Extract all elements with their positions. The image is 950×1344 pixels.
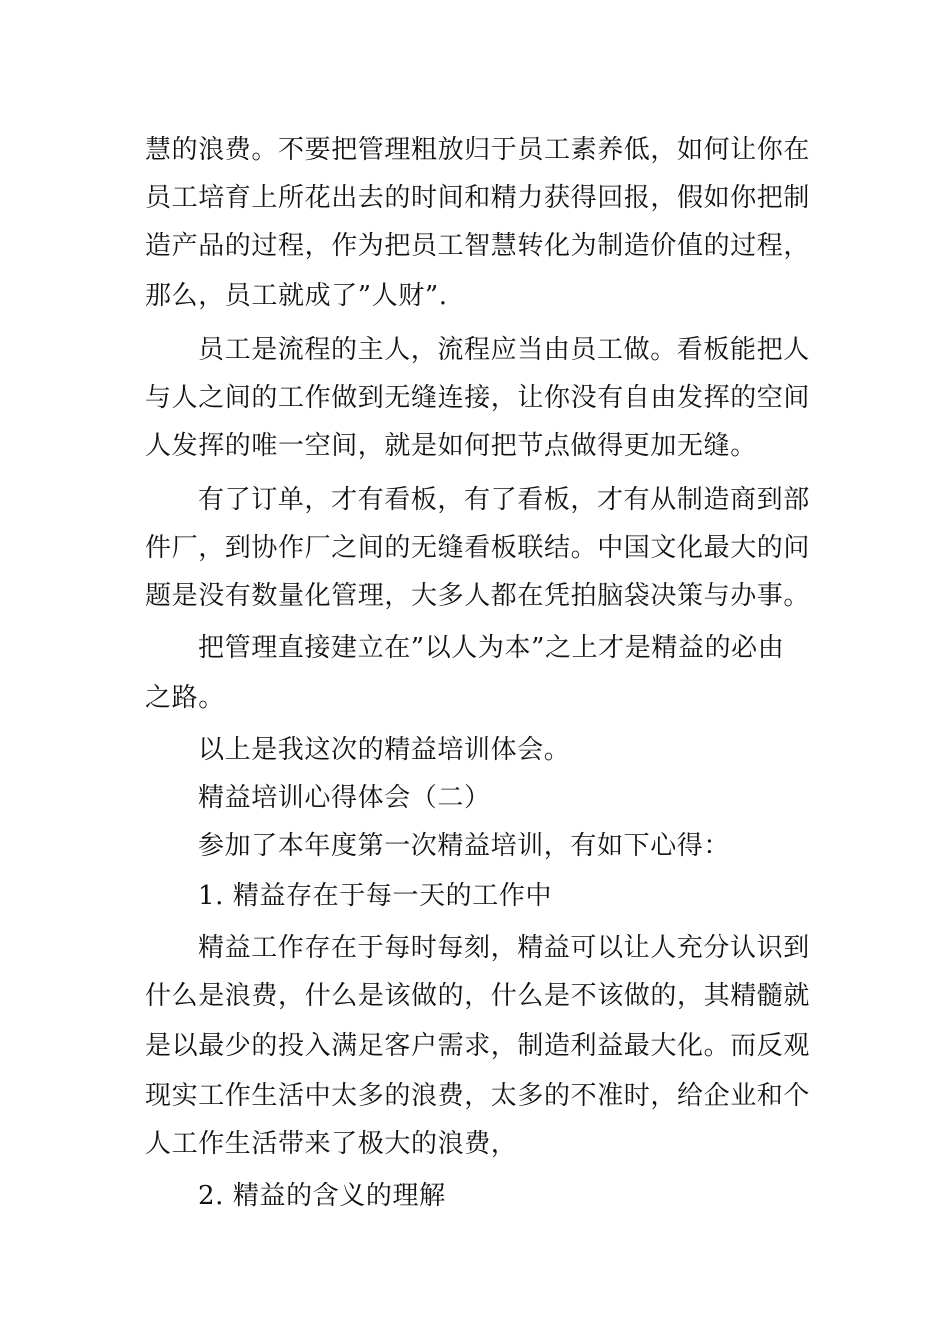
numbered-heading: 2. 精益的含义的理解 — [198, 1181, 446, 1211]
text-line: 造产品的过程，作为把员工智慧转化为制造价值的过程， — [145, 231, 810, 261]
text-line: 那么，员工就成了”人财”. — [145, 281, 448, 311]
paragraph-start: 员工是流程的主人，流程应当由员工做。看板能把人 — [198, 335, 810, 365]
text-line: 员工培育上所花出去的时间和精力获得回报，假如你把制 — [145, 183, 810, 213]
paragraph-start: 把管理直接建立在”以人为本”之上才是精益的必由 — [198, 633, 785, 663]
text-line: 什么是浪费，什么是该做的，什么是不该做的，其精髓就 — [145, 981, 810, 1011]
paragraph-start: 有了订单，才有看板，有了看板，才有从制造商到部 — [198, 485, 810, 515]
paragraph: 参加了本年度第一次精益培训，有如下心得： — [198, 831, 731, 861]
text-line: 件厂，到协作厂之间的无缝看板联结。中国文化最大的问 — [145, 533, 810, 563]
text-line: 慧的浪费。不要把管理粗放归于员工素养低，如何让你在 — [145, 135, 810, 165]
text-line: 现实工作生活中太多的浪费，太多的不准时，给企业和个 — [145, 1081, 810, 1111]
paragraph-start: 精益工作存在于每时每刻，精益可以让人充分认识到 — [198, 933, 810, 963]
numbered-heading: 1. 精益存在于每一天的工作中 — [198, 881, 553, 911]
text-line: 题是没有数量化管理，大多人都在凭拍脑袋决策与办事。 — [145, 581, 810, 611]
section-heading: 精益培训心得体会（二） — [198, 783, 491, 813]
paragraph: 以上是我这次的精益培训体会。 — [198, 735, 571, 765]
text-line: 人发挥的唯一空间，就是如何把节点做得更加无缝。 — [145, 431, 757, 461]
text-line: 与人之间的工作做到无缝连接，让你没有自由发挥的空间 — [145, 383, 810, 413]
text-line: 是以最少的投入满足客户需求，制造利益最大化。而反观 — [145, 1031, 810, 1061]
text-line: 人工作生活带来了极大的浪费， — [145, 1129, 518, 1159]
text-line: 之路。 — [145, 683, 225, 713]
